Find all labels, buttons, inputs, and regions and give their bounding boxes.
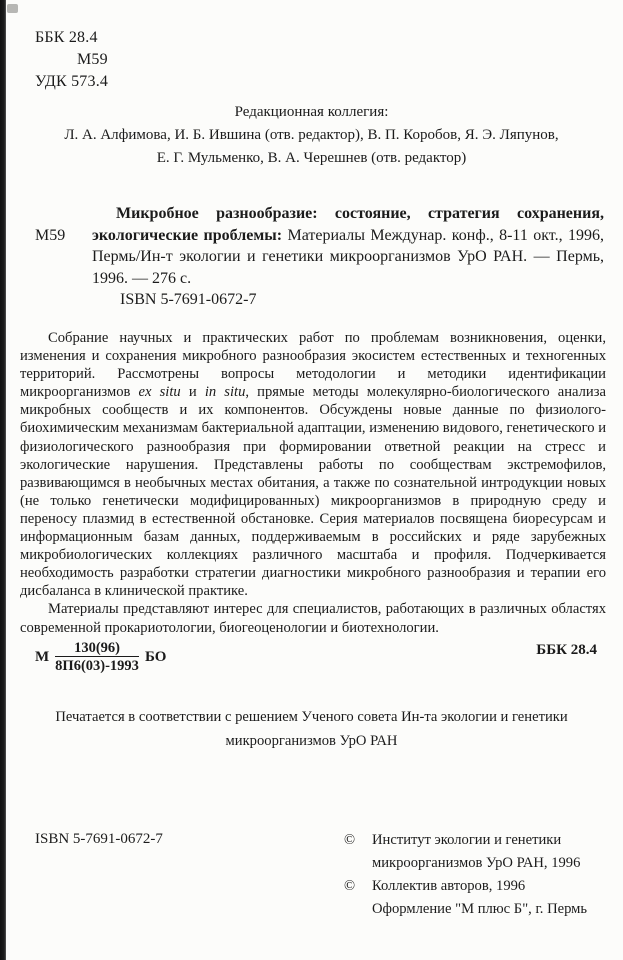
printing-approval-block — [6, 705, 617, 753]
copyright-icon: © — [344, 832, 356, 848]
copyright-authors-text: Коллектив авторов, 1996 — [372, 878, 526, 894]
bbk-code-right: ББК 28.4 — [536, 642, 597, 658]
bbk-code: ББК 28.4 — [35, 29, 98, 46]
classification-denominator: 8П6(03)-1993 — [55, 658, 139, 674]
author-sign-code: М59 — [77, 51, 108, 68]
printing-approval-line1: Печатается в соответствии с решением Ученого совета Ин-та экологии и генетики — [55, 709, 568, 725]
abstract-paragraph-1: Собрание научных и практических работ по проблемам возникновения, оценки, изменения и сохранения микробного разнообразия экосистем естественных и техногенных территорий. Рассмотрены вопросы методологии и методики идентификации микроорганизмов ex situ и in situ, прямые методы молекулярно-биологического анализа микробных сообществ и их компонентов. Обсуждены новые данные по физиолого-биохимическим механизмам бактериальной адаптации, изменению видового, генетического и физиологического разнообразия при формировании ответной реакции на стресс и экологические нарушения. Представлены работы по сообществам экстремофилов, развивающимся в необычных местах обитания, а также по сознательной интродукции новых (не только генетически модифицированных) микроорганизмов в природную среду и переносу плазмид в естественной обстановке. Серия материалов посвящена биоресурсам и информационным базам данных, поддерживаемым в российских и ряде зарубежных микробиологических коллекциях различного масштаба и профиля. Подчеркивается необходимость разработки стратегии диагностики микробного разнообразия и терапии его дисбаланса в клинической практике. — [20, 330, 606, 600]
abstract-paragraph-2: Материалы представляют интерес для специалистов, работающих в различных областях современной прокариотологии, биогеоценологии и биотехнологии. — [20, 601, 606, 636]
editorial-members-line2: Е. Г. Мульменко, В. А. Черешнев (отв. редактор) — [156, 150, 467, 166]
copyright-icon: © — [344, 878, 356, 894]
classification-row — [35, 640, 597, 674]
design-credit-row — [344, 898, 609, 921]
editorial-heading: Редакционная коллегия: — [234, 104, 389, 120]
scan-smudge — [7, 4, 18, 13]
catalog-author-sign: М59 — [35, 227, 66, 244]
udk-code: УДК 573.4 — [35, 73, 109, 90]
catalog-entry — [92, 203, 604, 289]
classification-numerator: 130(96) — [74, 640, 121, 656]
classification-suffix: БО — [144, 648, 167, 665]
copyright-institute-row — [344, 829, 609, 875]
catalog-imprint: Материалы Междунар. конф., 8-11 окт., 1996, Пермь/Ин-т экологии и генетики микроорганизмов УрО РАН. — Пермь, 1996. — 276 с. — [92, 226, 604, 287]
copyright-block — [344, 829, 609, 921]
top-codes-block — [35, 27, 108, 93]
book-title: Микробное разнообразие: состояние, стратегия сохранения, экологические проблемы: — [92, 205, 604, 244]
copyright-institute-line2: микроорганизмов УрО РАН, 1996 — [372, 855, 581, 871]
abstract-block — [20, 329, 606, 637]
classification-fraction — [55, 640, 139, 674]
footer-isbn: ISBN 5-7691-0672-7 — [35, 831, 163, 847]
copyright-authors-row — [344, 875, 609, 898]
classification-prefix: М — [35, 648, 50, 665]
printing-approval-line2: микроорганизмов УрО РАН — [225, 733, 398, 749]
editorial-members-line1: Л. А. Алфимова, И. Б. Ившина (отв. редактор), В. П. Коробов, Я. Э. Ляпунов, — [64, 127, 559, 143]
classification-code — [35, 640, 166, 674]
editorial-board-block — [6, 101, 617, 170]
copyright-institute-text — [372, 829, 609, 875]
catalog-isbn: ISBN 5-7691-0672-7 — [120, 291, 257, 308]
design-credit-text: Оформление "М плюс Б", г. Пермь — [372, 901, 588, 917]
copyright-institute-line1: Институт экологии и генетики — [372, 832, 562, 848]
